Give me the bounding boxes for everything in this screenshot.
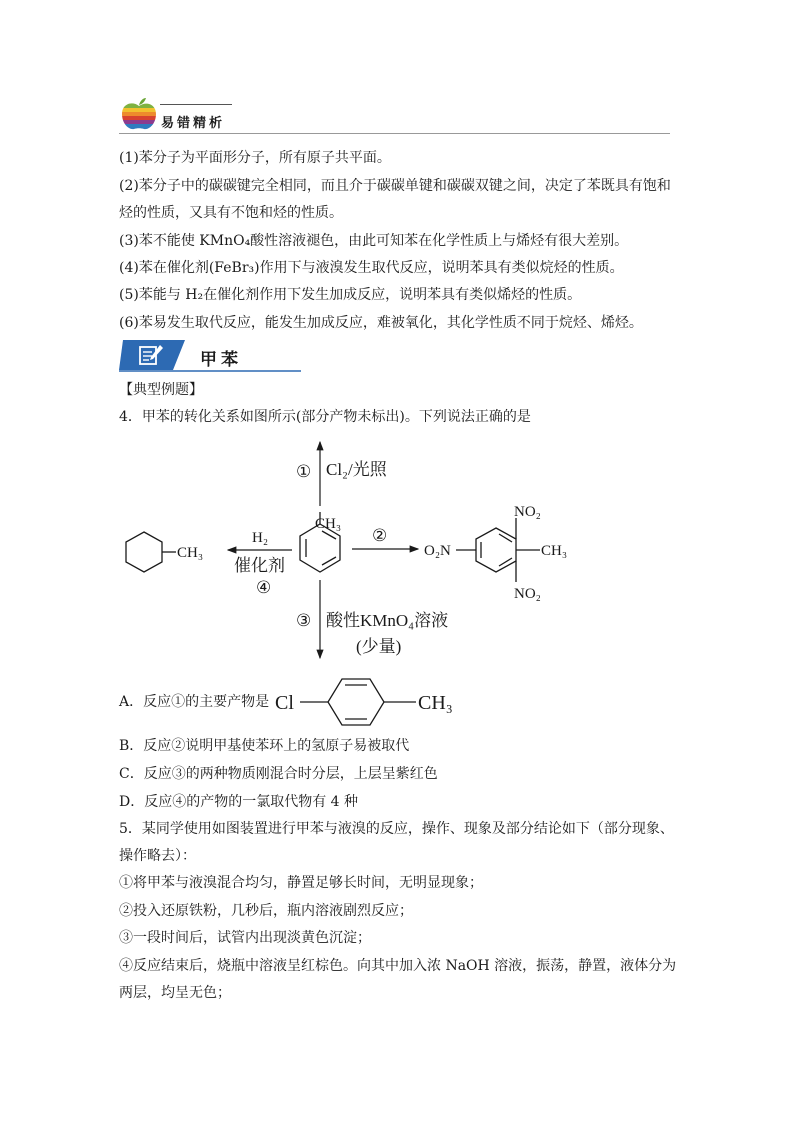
option-a-cl: Cl (275, 692, 294, 714)
example-label: 【典型例题】 (119, 382, 203, 398)
tnt-no2-bottom: NO₂ (514, 586, 541, 602)
reaction-1-label: Cl₂/光照 (326, 460, 387, 479)
q5-stem-cont: 操作略去）： (119, 848, 196, 864)
reaction-3-note: (少量) (356, 637, 402, 656)
tnt-o2n: O₂N (424, 543, 451, 559)
reaction-4-reagent: H₂ (252, 530, 269, 546)
apple-logo-icon (119, 97, 159, 131)
note-2-cont: 烃的性质，又具有不饱和烃的性质。 (119, 205, 343, 221)
methylcyclohexane-ch3: CH₃ (177, 545, 204, 561)
option-a-ch3: CH₃ (418, 692, 453, 714)
q4-option-d: D．反应④的产物的一氯取代物有 4 种 (119, 794, 359, 810)
note-2: (2)苯分子中的碳碳键完全相同，而且介于碳碳单键和碳碳双键之间，决定了苯既具有饱和 (119, 178, 671, 194)
header-title: 易错精析 (161, 116, 226, 131)
note-5: (5)苯能与 H₂在催化剂作用下发生加成反应，说明苯具有类似烯烃的性质。 (119, 287, 582, 303)
option-a-structure (270, 672, 470, 730)
q5-stem: 5．某同学使用如图装置进行甲苯与液溴的反应，操作、现象及部分结论如下（部分现象、 (119, 821, 674, 837)
note-4: (4)苯在催化剂(FeBr₃)作用下与液溴发生取代反应，说明苯具有类似烷烃的性质。 (119, 260, 624, 276)
note-1: (1)苯分子为平面形分子，所有原子共平面。 (119, 150, 391, 166)
q4-option-b: B．反应②说明甲基使苯环上的氢原子易被取代 (119, 738, 410, 754)
q4-stem: 4．甲苯的转化关系如图所示(部分产物未标出)。下列说法正确的是 (119, 409, 531, 425)
reaction-4-number: ④ (256, 578, 272, 597)
q4-option-c: C．反应③的两种物质刚混合时分层，上层呈紫红色 (119, 766, 438, 782)
q5-step-1: ①将甲苯与液溴混合均匀，静置足够长时间，无明显现象； (119, 875, 483, 891)
tnt-no2-top: NO₂ (514, 504, 541, 520)
section-title: 甲苯 (200, 350, 242, 370)
q5-step-4-cont: 两层，均呈无色； (119, 985, 231, 1001)
reaction-3-number: ③ (296, 611, 312, 630)
q5-step-3: ③一段时间后，试管内出现淡黄色沉淀； (119, 930, 371, 946)
tnt-ch3: CH₃ (541, 543, 568, 559)
reaction-3-label: 酸性KMnO₄溶液 (326, 611, 449, 630)
q5-step-2: ②投入还原铁粉，几秒后，瓶内溶液剧烈反应； (119, 903, 413, 919)
reaction-diagram (110, 430, 610, 670)
q4-option-a: A．反应①的主要产物是 (119, 694, 270, 710)
notepad-pencil-icon (138, 344, 164, 366)
note-6: (6)苯易发生取代反应，能发生加成反应，难被氧化，其化学性质不同于烷烃、烯烃。 (119, 315, 643, 331)
tnt-structure (456, 518, 540, 582)
reaction-4-label: 催化剂 (234, 556, 285, 575)
toluene-ch3: CH₃ (315, 516, 342, 532)
methylcyclohexane-structure (126, 532, 176, 572)
reaction-2-number: ② (372, 526, 388, 545)
q5-step-4: ④反应结束后，烧瓶中溶液呈红棕色。向其中加入浓 NaOH 溶液，振荡，静置，液体分为 (119, 958, 677, 974)
reaction-1-number: ① (296, 462, 312, 481)
header-divider (119, 133, 670, 134)
note-3: (3)苯不能使 KMnO₄酸性溶液褪色，由此可知苯在化学性质上与烯烃有很大差别。 (119, 233, 629, 249)
